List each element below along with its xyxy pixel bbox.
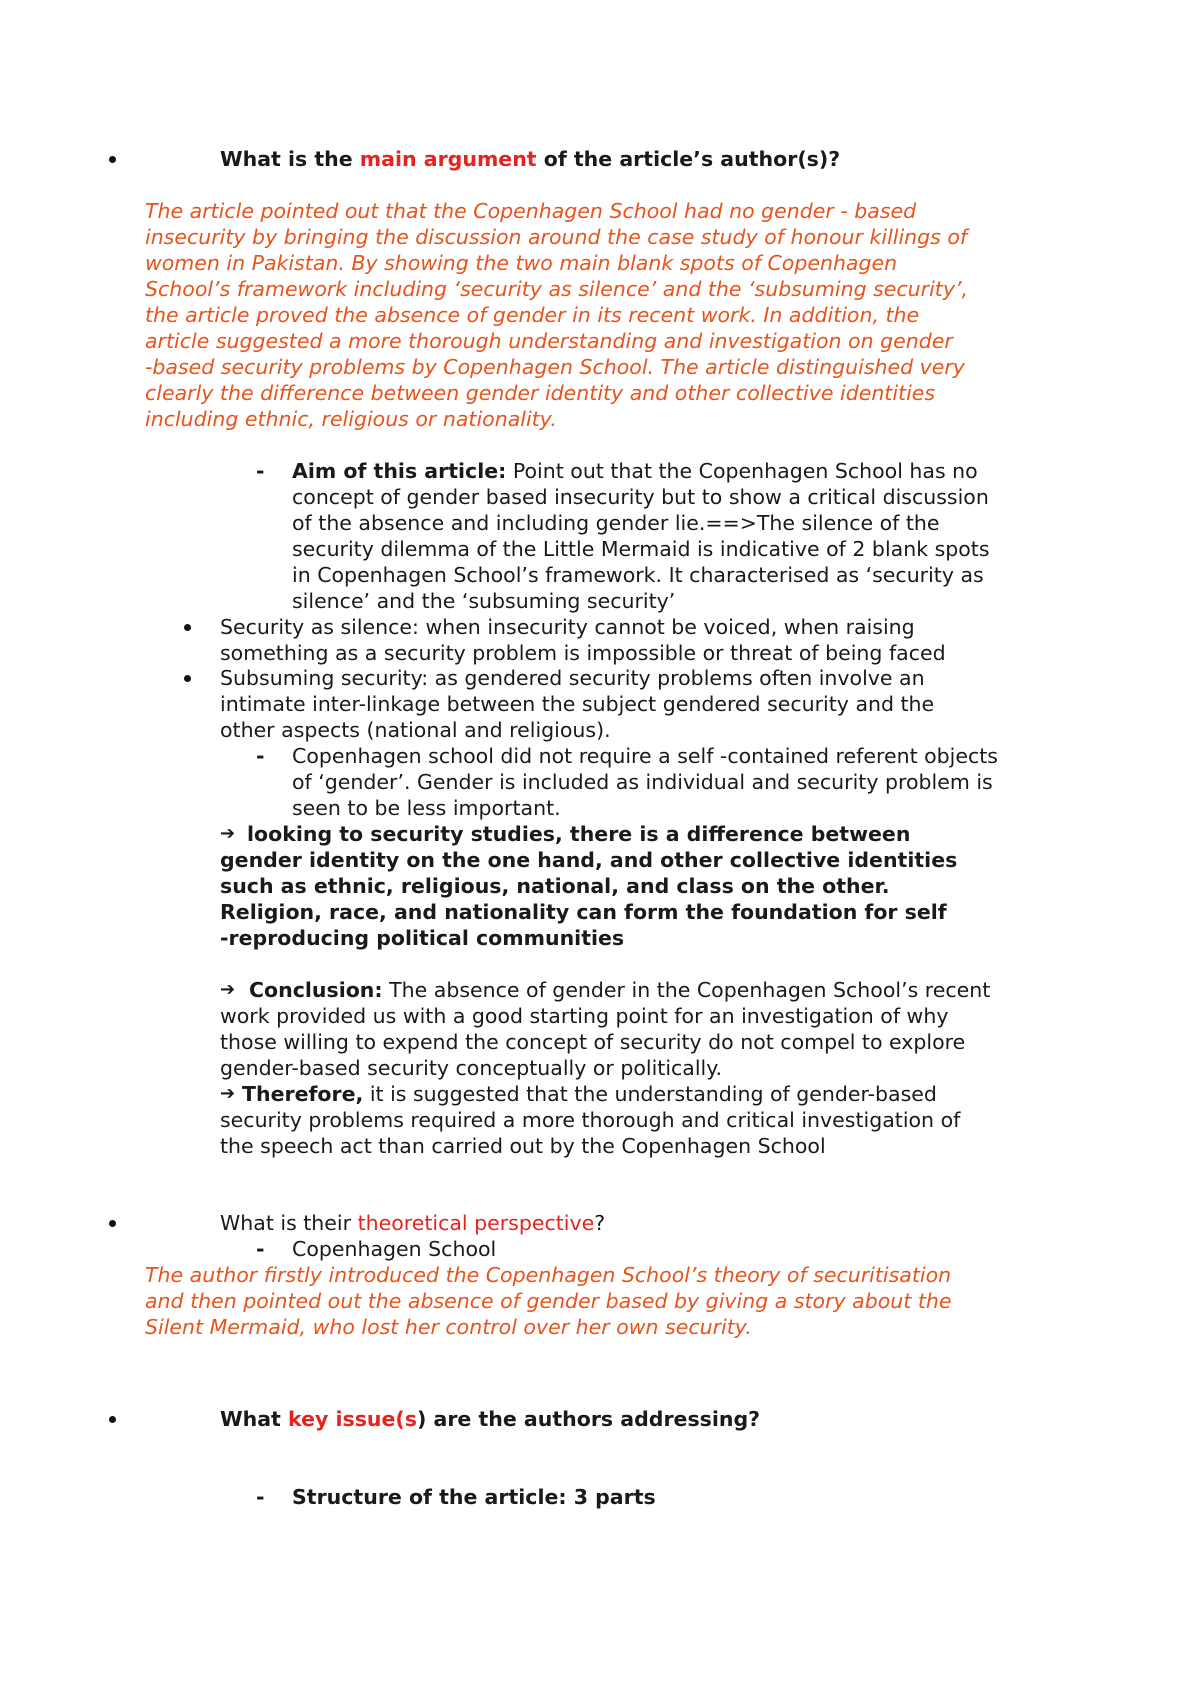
bullet-icon <box>109 156 116 163</box>
arrow-icon: ➔ <box>220 823 236 844</box>
subsuming-line: Subsuming security: as gendered security problems often involve an <box>220 666 925 690</box>
aim-line: security dilemma of the Little Mermaid is indicative of 2 blank spots <box>292 537 990 561</box>
answer-line: women in Pakistan. By showing the two main blank spots of Copenhagen <box>145 251 898 275</box>
aim-line: in Copenhagen School’s framework. It characterised as ‘security as <box>292 563 984 587</box>
aim-line: of the absence and including gender lie.==>The silence of the <box>292 511 940 535</box>
silence-line: something as a security problem is impossible or threat of being faced <box>220 641 946 665</box>
conclusion-line: work provided us with a good starting point for an investigation of why <box>220 1004 949 1028</box>
arrow-icon: ➔ <box>220 1083 236 1104</box>
question-key-issues: What key issue(s) are the authors addressing? <box>220 1407 761 1431</box>
aim-line: concept of gender based insecurity but to show a critical discussion <box>292 485 989 509</box>
therefore-line: the speech act than carried out by the Copenhagen School <box>220 1134 826 1158</box>
looking-line: -reproducing political communities <box>220 926 625 950</box>
therefore-line: security problems required a more thorough and critical investigation of <box>220 1108 961 1132</box>
question-main-argument: What is the main argument of the article’s author(s)? <box>220 147 841 171</box>
structure-line: Structure of the article: 3 parts <box>292 1485 656 1509</box>
copenhagen-line: of ‘gender’. Gender is included as individual and security problem is <box>292 770 993 794</box>
dash-icon: - <box>256 1485 265 1509</box>
question-theoretical-perspective: What is their theoretical perspective? <box>220 1211 606 1235</box>
answer2-line: Silent Mermaid, who lost her control over her own security. <box>145 1315 752 1339</box>
aim-first-line: Aim of this article: Point out that the Copenhagen School has no <box>292 459 978 483</box>
copenhagen-line: Copenhagen school did not require a self -contained referent objects <box>292 744 998 768</box>
bullet-icon <box>184 624 191 631</box>
therefore-first-line: Therefore, it is suggested that the understanding of gender-based <box>242 1082 937 1106</box>
looking-line: gender identity on the one hand, and other collective identities <box>220 848 958 872</box>
answer-line: article suggested a more thorough understanding and investigation on gender <box>145 329 953 353</box>
aim-line: silence’ and the ‘subsuming security’ <box>292 589 676 613</box>
dash-icon: - <box>256 459 265 483</box>
arrow-icon: ➔ <box>220 979 236 1000</box>
answer-line: clearly the difference between gender identity and other collective identities <box>145 381 936 405</box>
looking-line: Religion, race, and nationality can form the foundation for self <box>220 900 947 924</box>
copenhagen-line: seen to be less important. <box>292 796 561 820</box>
copenhagen-school-item: Copenhagen School <box>292 1237 497 1261</box>
subsuming-line: intimate inter-linkage between the subject gendered security and the <box>220 692 935 716</box>
answer-line: including ethnic, religious or nationality. <box>145 407 557 431</box>
bullet-icon <box>109 1220 116 1227</box>
looking-line: looking to security studies, there is a difference between <box>247 822 911 846</box>
answer2-line: The author firstly introduced the Copenhagen School’s theory of securitisation <box>145 1263 952 1287</box>
answer-line: insecurity by bringing the discussion around the case study of honour killings of <box>145 225 968 249</box>
conclusion-line: those willing to expend the concept of security do not compel to explore <box>220 1030 966 1054</box>
silence-line: Security as silence: when insecurity cannot be voiced, when raising <box>220 615 915 639</box>
answer-line: School’s framework including ‘security as silence’ and the ‘subsuming security’, <box>145 277 968 301</box>
looking-line: such as ethnic, religious, national, and class on the other. <box>220 874 890 898</box>
answer-line: -based security problems by Copenhagen School. The article distinguished very <box>145 355 965 379</box>
conclusion-line: gender-based security conceptually or politically. <box>220 1056 722 1080</box>
answer2-line: and then pointed out the absence of gender based by giving a story about the <box>145 1289 952 1313</box>
answer-line: the article proved the absence of gender in its recent work. In addition, the <box>145 303 920 327</box>
bullet-icon <box>184 675 191 682</box>
subsuming-line: other aspects (national and religious). <box>220 718 611 742</box>
dash-icon: - <box>256 1237 265 1261</box>
conclusion-first-line: Conclusion: The absence of gender in the Copenhagen School’s recent <box>249 978 991 1002</box>
bullet-icon <box>109 1416 116 1423</box>
answer-line: The article pointed out that the Copenhagen School had no gender - based <box>145 199 917 223</box>
dash-icon: - <box>256 744 265 768</box>
